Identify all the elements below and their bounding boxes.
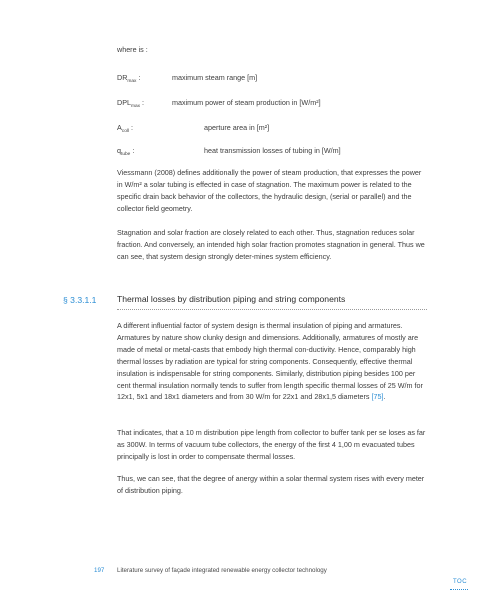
symbol-main: DPL — [117, 98, 131, 107]
section-number: § 3.3.1.1 — [63, 295, 97, 305]
definition-desc-dpl: maximum power of steam production in [W/m²] — [172, 98, 321, 107]
toc-underline — [450, 589, 468, 590]
definition-desc-a: aperture area in [m²] — [204, 123, 270, 132]
definition-desc-dr: maximum steam range [m] — [172, 73, 258, 82]
running-title: Literature survey of façade integrated renewable energy collector technology — [117, 567, 327, 574]
paragraph-viessmann: Viessmann (2008) defines additionally the power of steam production, that expresses the power in W/m² a solar tubing is effected in case of stagnation. The maximum power is related to the specific drain back behavior of the collectors, the hydraulic design, (serial or parallel) and the collector field geometry. — [117, 168, 422, 213]
intro-text: where is : — [117, 45, 148, 54]
definition-symbol-dr — [117, 73, 140, 84]
symbol-suffix: : — [129, 123, 133, 132]
reference-link[interactable]: [75] — [371, 392, 384, 402]
symbol-suffix: : — [140, 98, 145, 107]
symbol-main: DR — [117, 73, 128, 82]
symbol-main: q — [117, 146, 121, 155]
definition-symbol-a — [117, 123, 133, 134]
symbol-suffix: : — [130, 146, 135, 155]
symbol-subscript: tube — [121, 152, 131, 157]
symbol-subscript: max — [130, 104, 141, 109]
paragraph-stagnation: Stagnation and solar fraction are closely related to each other. Thus, stagnation reduces solar fraction. And conversely, an intended high solar fraction promotes stagnation in general. Thus we can see, that system design strongly deter-mines system efficiency. — [117, 228, 425, 261]
section-divider — [117, 309, 427, 310]
paragraph-thermal-insulation — [117, 320, 427, 403]
section-title: Thermal losses by distribution piping and string components — [117, 294, 346, 304]
paragraph-anergy: Thus, we can see, that the degree of anergy within a solar thermal system rises with every meter of distribution piping. — [117, 474, 425, 495]
definition-symbol-q — [117, 146, 134, 157]
definition-desc-q: heat transmission losses of tubing in [W/m] — [204, 146, 341, 155]
toc-link[interactable]: TOC — [453, 579, 468, 585]
paragraph-end: . — [383, 392, 386, 402]
paragraph-pipe-length: That indicates, that a 10 m distribution pipe length from collector to buffer tank per se loses as far as 300W. In terms of vacuum tube collectors, the energy of the first 4 1,00 m evacuated tubes principally is lost in order to compensate thermal losses. — [117, 428, 426, 461]
symbol-main: A — [117, 123, 122, 132]
symbol-subscript: coll — [121, 129, 129, 134]
page-number: 197 — [94, 567, 105, 574]
paragraph-text: A different influential factor of system design is thermal insulation of piping and armatures. Armatures by nature show clunky design and dimensions. Additionally, armatures of mostly are made of metal or metal-casts that embody high thermal con-ductivity. Hence, comparably high thermal losses by radiation are typical for string components. Consequently, effective thermal insulation is indispensable for string components. Similarly, distribution piping besides 100 per cent thermal insulation normally tends to suffer from length specific thermal losses of 25 W/m for 12x1, 5x1 and 18x1 diameters and from 30 W/m for 22x1 and 28x1,5 diameters — [117, 321, 423, 402]
definition-symbol-dpl — [117, 98, 144, 109]
symbol-suffix: : — [136, 73, 141, 82]
symbol-subscript: max — [127, 79, 137, 84]
